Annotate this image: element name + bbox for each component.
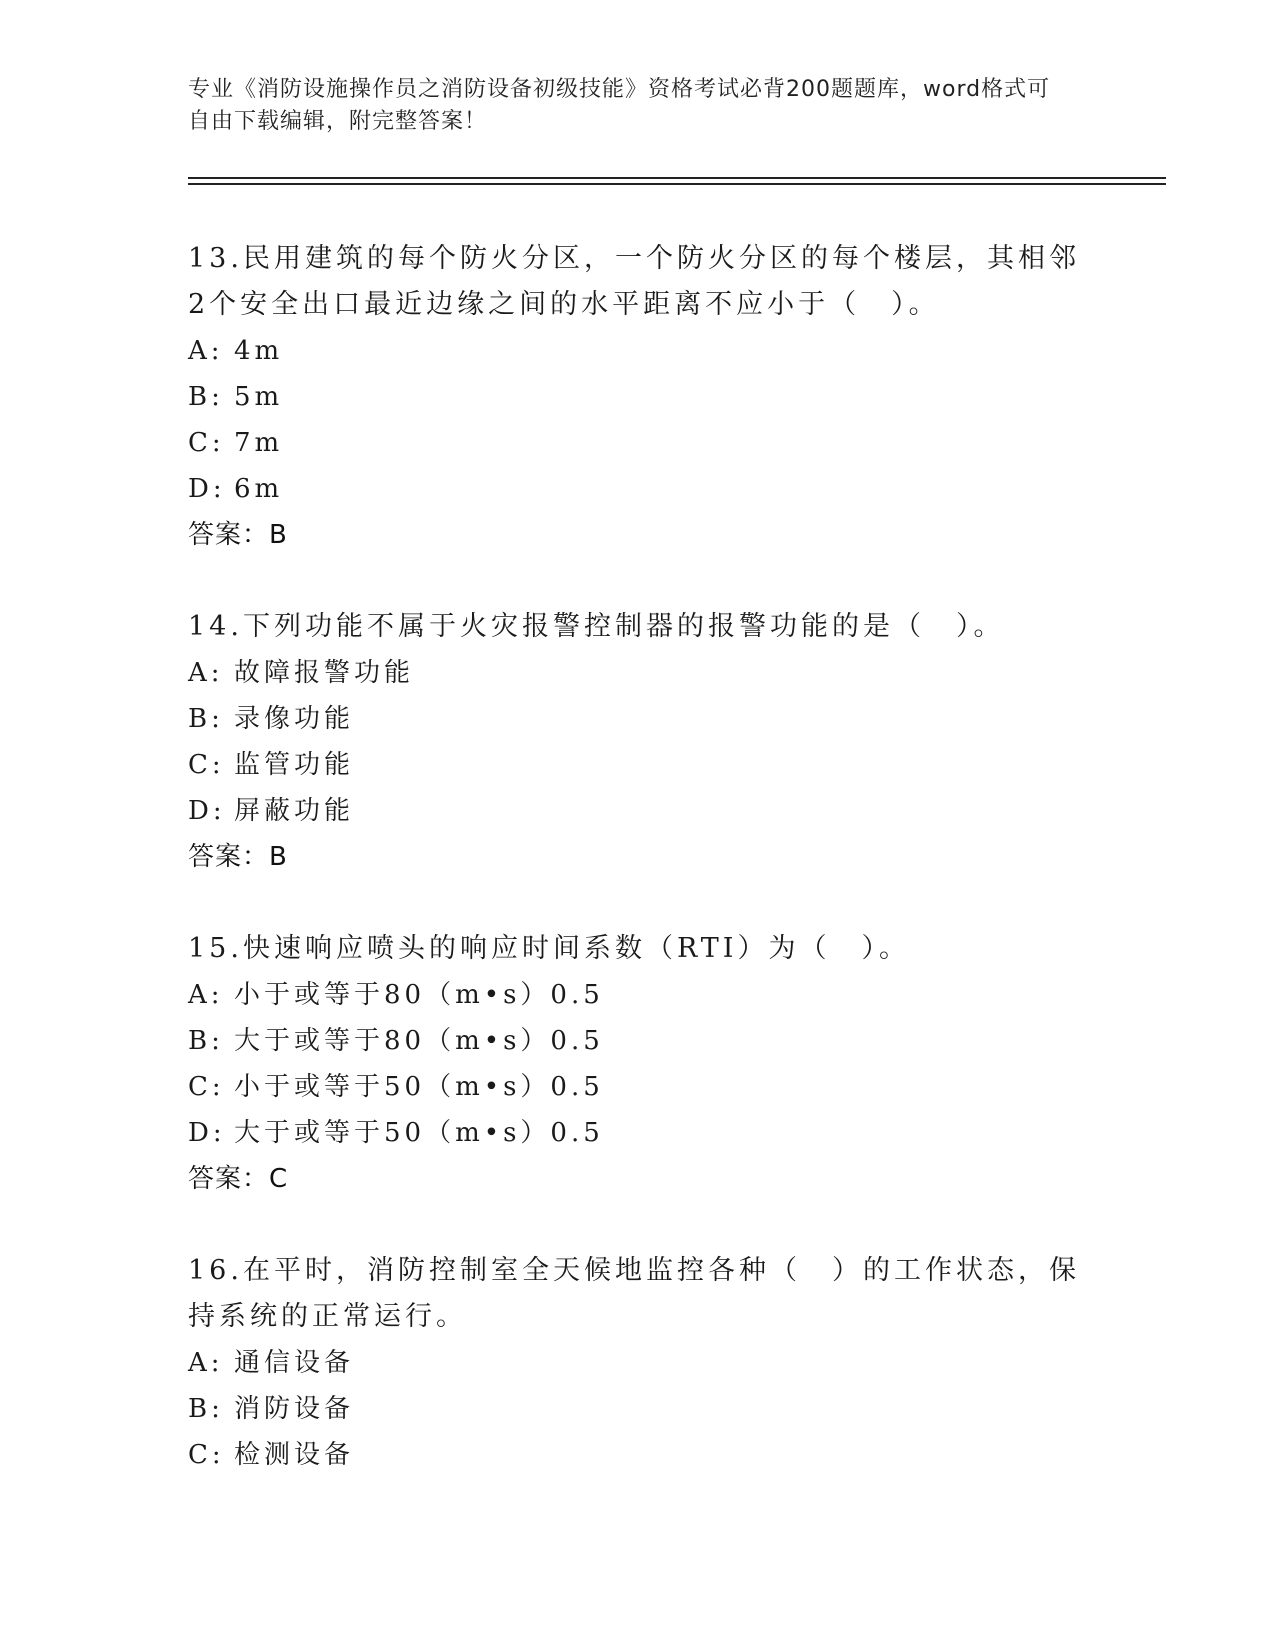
option-text: 7m [234, 428, 284, 458]
option-letter: B: [188, 704, 224, 734]
option-text: 屏蔽功能 [234, 796, 355, 826]
option-c [188, 1064, 1088, 1110]
option-a [188, 328, 1088, 374]
option-letter: B: [188, 1026, 224, 1056]
option-b [188, 374, 1088, 420]
question-stem: 16.在平时，消防控制室全天候地监控各种（ ）的工作状态，保持系统的正常运行。 [188, 1255, 1080, 1332]
header-divider-top [188, 177, 1166, 179]
question-15 [188, 926, 1088, 1202]
question-stem: 14.下列功能不属于火灾报警控制器的报警功能的是（ ）。 [188, 611, 1005, 642]
option-d [188, 1110, 1088, 1156]
option-text: 大于或等于50（m•s）0.5 [234, 1118, 604, 1148]
option-a [188, 972, 1088, 1018]
option-c [188, 420, 1088, 466]
option-letter: B: [188, 382, 224, 412]
option-letter: C: [188, 1072, 225, 1102]
option-text: 小于或等于80（m•s）0.5 [234, 980, 604, 1010]
question-16 [188, 1248, 1088, 1478]
question-13 [188, 236, 1088, 558]
option-text: 故障报警功能 [234, 658, 415, 688]
option-text: 录像功能 [234, 704, 355, 734]
option-text: 大于或等于80（m•s）0.5 [234, 1026, 604, 1056]
option-letter: A: [188, 980, 224, 1010]
option-a [188, 650, 1088, 696]
option-text: 4m [234, 336, 284, 366]
option-text: 消防设备 [234, 1394, 355, 1424]
option-letter: B: [188, 1394, 224, 1424]
answer-line: 答案：C [188, 1164, 289, 1194]
option-text: 小于或等于50（m•s）0.5 [234, 1072, 604, 1102]
option-letter: C: [188, 750, 225, 780]
option-letter: A: [188, 658, 224, 688]
question-stem: 15.快速响应喷头的响应时间系数（RTI）为（ ）。 [188, 933, 910, 964]
header-divider-bottom [188, 183, 1166, 185]
question-14 [188, 604, 1088, 880]
option-text: 通信设备 [234, 1348, 355, 1378]
option-b [188, 1386, 1088, 1432]
option-d [188, 466, 1088, 512]
option-text: 监管功能 [234, 750, 355, 780]
option-b [188, 1018, 1088, 1064]
option-d [188, 788, 1088, 834]
option-b [188, 696, 1088, 742]
option-letter: A: [188, 336, 224, 366]
option-letter: C: [188, 1440, 225, 1470]
option-letter: C: [188, 428, 225, 458]
option-text: 检测设备 [234, 1440, 355, 1470]
option-text: 5m [234, 382, 284, 412]
answer-line: 答案：B [188, 520, 288, 550]
question-stem: 13.民用建筑的每个防火分区，一个防火分区的每个楼层，其相邻2个安全出口最近边缘之间的水平距离不应小于（ ）。 [188, 243, 1080, 320]
document-header: 专业《消防设施操作员之消防设备初级技能》资格考试必背200题题库，word格式可自由下载编辑，附完整答案！ [188, 77, 1051, 134]
option-a [188, 1340, 1088, 1386]
option-letter: D: [188, 1118, 226, 1148]
option-c [188, 1432, 1088, 1478]
option-letter: A: [188, 1348, 224, 1378]
option-text: 6m [234, 474, 284, 504]
option-c [188, 742, 1088, 788]
answer-line: 答案：B [188, 842, 288, 872]
option-letter: D: [188, 474, 226, 504]
option-letter: D: [188, 796, 226, 826]
